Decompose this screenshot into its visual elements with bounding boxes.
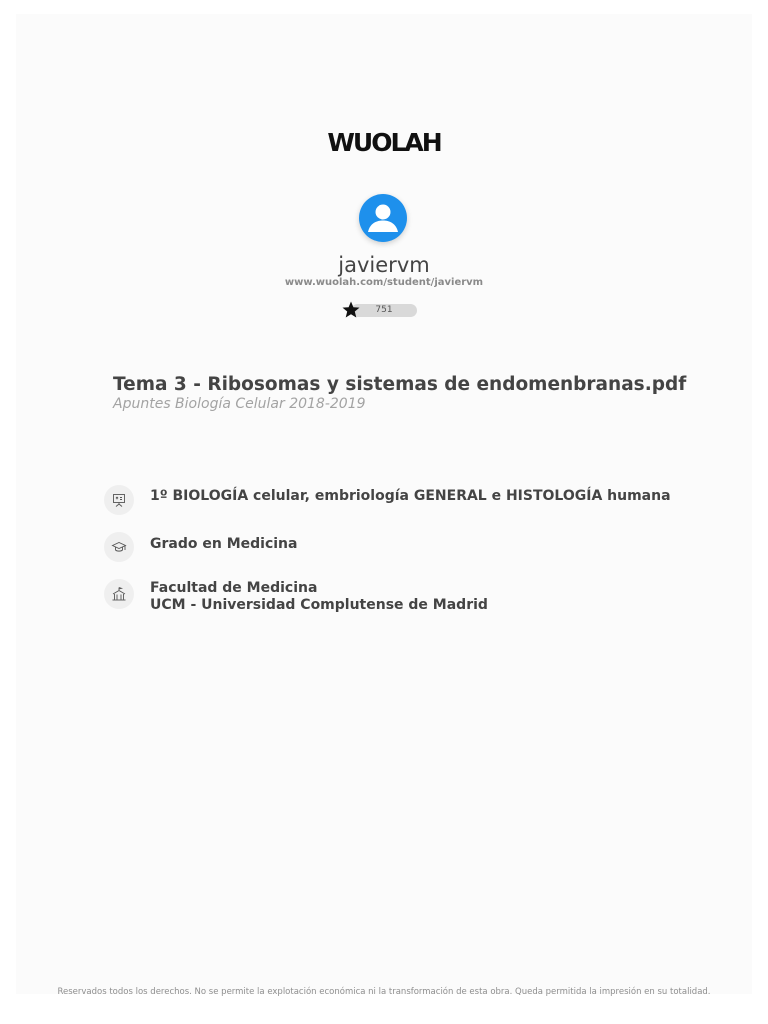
document-subtitle: Apuntes Biología Celular 2018-2019 (113, 396, 366, 412)
document-title: Tema 3 - Ribosomas y sistemas de endomenbranas.pdf (113, 374, 687, 395)
profile-url[interactable]: www.wuolah.com/student/javiervm (284, 277, 484, 288)
star-icon (341, 300, 361, 320)
degree-name: Grado en Medicina (150, 536, 298, 552)
building-icon (104, 579, 134, 609)
user-avatar-icon[interactable] (359, 194, 407, 242)
graduation-cap-icon (104, 532, 134, 562)
blackboard-icon (104, 485, 134, 515)
username[interactable]: javiervm (338, 253, 430, 277)
rating-count: 751 (375, 305, 393, 315)
wuolah-logo[interactable]: WUOLAH (327, 128, 441, 157)
course-name: 1º BIOLOGÍA celular, embriología GENERAL e HISTOLOGÍA humana (150, 488, 671, 504)
faculty-name: Facultad de Medicina (150, 580, 318, 596)
copyright-notice: Reservados todos los derechos. No se permite la explotación económica ni la transformación de esta obra. Queda permitida la impresión en su totalidad. (57, 987, 711, 997)
rating-badge (341, 302, 419, 318)
university-name: UCM - Universidad Complutense de Madrid (150, 597, 488, 613)
